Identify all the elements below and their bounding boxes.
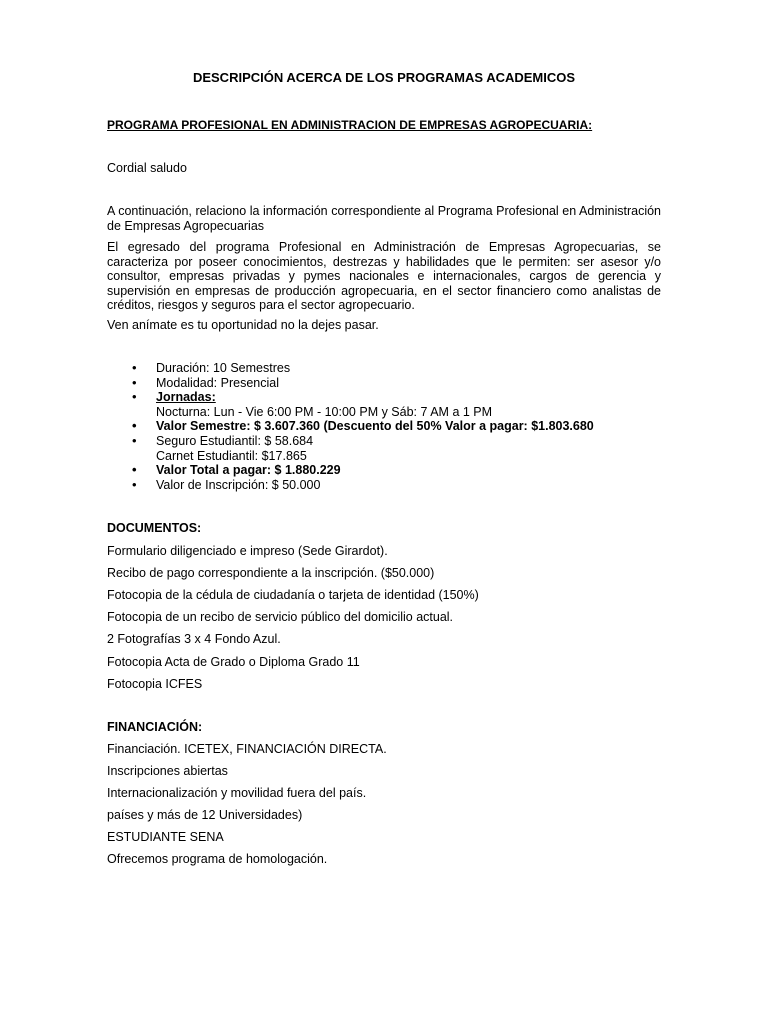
document-title: DESCRIPCIÓN ACERCA DE LOS PROGRAMAS ACADEMICOS <box>192 70 576 85</box>
program-details-list <box>107 361 687 492</box>
schedule-label: Jornadas: <box>156 390 216 405</box>
list-item <box>107 361 687 376</box>
financing-heading: FINANCIACIÓN: <box>107 720 203 734</box>
greeting: Cordial saludo <box>107 161 187 175</box>
semester-price-label: Valor Semestre <box>156 419 247 434</box>
financing-item: ESTUDIANTE SENA <box>107 830 224 844</box>
financing-item: Inscripciones abiertas <box>107 764 228 778</box>
list-item <box>107 434 687 449</box>
financing-item: Financiación. ICETEX, FINANCIACIÓN DIRECTA. <box>107 742 387 756</box>
duration-text: Duración: 10 Semestres <box>156 361 291 375</box>
student-card-text: Carnet Estudiantil: $17.865 <box>156 448 307 463</box>
documents-item: Recibo de pago correspondiente a la inscripción. ($50.000) <box>107 566 435 580</box>
list-item <box>107 463 687 478</box>
intro-paragraph: A continuación, relaciono la información correspondiente al Programa Profesional en Administración de Empresas Agropecuarias <box>107 204 661 233</box>
documents-item: 2 Fotografías 3 x 4 Fondo Azul. <box>107 632 281 646</box>
total-price-text: Valor Total a pagar: $ 1.880.229 <box>156 463 341 478</box>
list-item <box>107 449 687 464</box>
financing-item: Internacionalización y movilidad fuera del país. <box>107 786 367 800</box>
documents-heading: DOCUMENTOS: <box>107 521 202 535</box>
list-item <box>107 390 687 405</box>
invitation-paragraph: Ven anímate es tu oportunidad no la dejes pasar. <box>107 318 379 332</box>
list-item <box>107 376 687 391</box>
schedule-value: Nocturna: Lun - Vie 6:00 PM - 10:00 PM y Sáb: 7 AM a 1 PM <box>156 404 493 419</box>
list-item <box>107 478 687 493</box>
documents-item: Fotocopia Acta de Grado o Diploma Grado 11 <box>107 655 360 669</box>
program-subtitle: PROGRAMA PROFESIONAL EN ADMINISTRACION DE EMPRESAS AGROPECUARIA: <box>107 118 593 132</box>
documents-item: Fotocopia ICFES <box>107 677 203 691</box>
insurance-text: Seguro Estudiantil: $ 58.684 <box>156 433 314 448</box>
list-item <box>107 419 687 434</box>
documents-item: Fotocopia de la cédula de ciudadanía o tarjeta de identidad (150%) <box>107 588 479 602</box>
registration-fee-text: Valor de Inscripción: $ 50.000 <box>156 477 321 492</box>
documents-item: Fotocopia de un recibo de servicio público del domicilio actual. <box>107 610 454 624</box>
financing-item: Ofrecemos programa de homologación. <box>107 852 328 866</box>
financing-item: países y más de 12 Universidades) <box>107 808 303 822</box>
documents-item: Formulario diligenciado e impreso (Sede Girardot). <box>107 544 388 558</box>
modality-text: Modalidad: Presencial <box>156 375 279 390</box>
profile-paragraph: El egresado del programa Profesional en Administración de Empresas Agropecuarias, se caracteriza por poseer conocimientos, destrezas y habilidades que le permiten: ser asesor y/o consultor, empresas privadas y pymes nacionales e internacionales, cargos de gerencia y supervisión en empresas de producción agropecuaria, en el sector financiero como analistas de créditos, riesgos y seguros para el sector agropecuario. <box>107 240 661 312</box>
list-item <box>107 405 687 420</box>
semester-price-value: : $ 3.607.360 (Descuento del 50% Valor a pagar: $1.803.680 <box>246 419 594 434</box>
